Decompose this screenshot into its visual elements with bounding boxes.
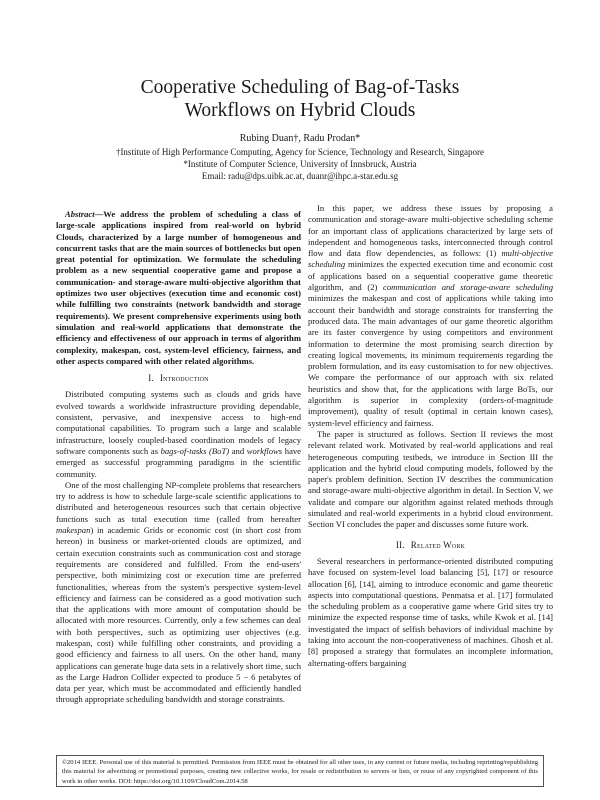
section-1-number: I. (148, 373, 154, 384)
copyright-notice: ©2014 IEEE. Personal use of this material is permitted. Permission from IEEE must be obtained for all other uses, in any current or future media, including reprinting/republishing this material for advertising or promotional purposes, creating new collective works, for resale or redistribution to servers or lists, or reuse of any copyrighted component of this work in other works. DOI: https://doi.org/10.1109/CloudCom.2014.58 (56, 755, 544, 787)
author-names: Rubing Duan†, Radu Prodan* (239, 133, 361, 144)
section-1-heading (56, 373, 301, 384)
author-email: Email: radu@dps.uibk.ac.at, duanr@ihpc.a-star.edu.sg (201, 171, 399, 181)
left-column (56, 209, 301, 706)
section-2-heading (308, 540, 553, 551)
contribution-paragraph: In this paper, we address these issues by proposing a communication and storage-aware multi-objective scheduling scheme for an important class of applications characterized by large sets of independent and homogeneous tasks, interconnected through control flow and data flow dependencies, as follows: (1) multi-objective scheduling minimizes the expected execution time and economic cost of applications based on a sequential cooperative game theoretic algorithm, and (2) communication and storage-aware scheduling minimizes the makespan and cost of applications while taking into account their bandwidth and storage constraints for transferring the produced data. The main advantages of our game theoretic algorithm are its faster convergence by using competitors and environment information to determine the most promising search direction by creating logical movements, its minimum requirements regarding the problem formulation, and its easy customisation to for new objectives. We compare the performance of our approach with six related heuristics and show that, for the applications with large BoTs, our algorithm is superior in complexity (orders-of-magnitude improvement), quality of result (optimal in certain known cases), system-level efficiency and fairness. (308, 203, 553, 428)
right-column (308, 203, 553, 669)
section-2-number: II. (395, 539, 405, 550)
paper-title (40, 76, 560, 122)
title-line-1: Cooperative Scheduling of Bag-of-Tasks (140, 77, 460, 98)
structure-paragraph: The paper is structured as follows. Section II reviews the most relevant related work. Motivated by real-world applications and real heterogeneous computing testbeds, we introduce in Section III the application and the hybrid cloud computing models, followed by the paper's problem definition. Section IV describes the communication and storage-aware multi-objective algorithm in detail. In Section V, we validate and compare our algorithm against related methods through simulated and real-world experiments in a hybrid cloud environment. Section VI concludes the paper and discusses some future work. (308, 428, 553, 530)
section-2-title: Related Work (410, 539, 466, 550)
abstract-label: Abstract (65, 209, 95, 219)
affiliation-2: *Institute of Computer Science, University of Innsbruck, Austria (183, 159, 417, 169)
related-work-paragraph: Several researchers in performance-oriented distributed computing have focused on system-level load balancing [5], [17] or resource allocation [6], [14], aiming to introduce economic and game theoretic aspects into computational questions. Penmatsa et al. [17] formulated the scheduling problem as a cooperative game where Grid sites try to minimize the expected response time of tasks, while Kwok et al. [14] investigated the impact of selfish behaviors of individual machine by taking into account the non-cooperativeness of machines. Ghosh et al. [8] proposed a strategy that formulates an incomplete information, alternating-offers bargaining (308, 555, 553, 668)
intro-paragraph-1: Distributed computing systems such as clouds and grids have evolved towards a worldwide infrastructure providing dependable, consistent, pervasive, and inexpensive access to high-end computational capabilities. To program such a large and scalable infrastructure, loosely coupled-based coordination models of legacy software components such as bags-of-tasks (BoT) and workflows have emerged as successful programming paradigms in the scientific community. (56, 389, 301, 479)
title-line-2: Workflows on Hybrid Clouds (184, 100, 416, 121)
abstract (56, 209, 301, 367)
abstract-text: —We address the problem of scheduling a class of large-scale applications inspired from real-world on hybrid Clouds, characterized by a large number of homogeneous and concurrent tasks that are the main sources of bottlenecks but open great potential for optimization. We formulate the scheduling problem as a new sequential cooperative game and propose a communication- and storage-aware multi-objective algorithm that optimizes two user objectives (execution time and economic cost) while fulfilling two constraints (network bandwidth and storage requirements). We present comprehensive experiments using both simulation and real-world applications that demonstrate the efficiency and effectiveness of our approach in terms of algorithm complexity, makespan, cost, system-level efficiency, fairness, and other aspects compared with other related algorithms. (56, 209, 301, 366)
affiliation-1: †Institute of High Performance Computing, Agency for Science, Technology and Research, Singapore (115, 147, 485, 157)
section-1-title: Introduction (159, 373, 209, 384)
intro-paragraph-2: One of the most challenging NP-complete problems that researchers try to address is how to schedule large-scale scientific applications to distributed and heterogeneous resources such that certain objective functions such as total execution time (called from hereafter makespan) in academic Grids or economic cost (in short cost from hereon) in business or market-oriented clouds are optimized, and certain execution constraints such as communication cost and storage requirements are considered and fulfilled. From the end-users' perspective, both minimizing cost or execution time are preferred functionalities, whereas from the system's perspective system-level efficiency and fairness can be considered as a good motivation such that the applications with more amount of computation should be allocated with more resources. Currently, only a few schemes can deal with both perspectives, such as optimizing user objectives (e.g. makespan, cost) while fulfilling other constraints, and providing a good efficiency and fairness to all users. On the other hand, many applications can generate huge data sets in a relatively short time, such as the Large Hadron Collider expected to produce 5 − 6 petabytes of data per year, which must be accommodated and efficiently handled through appropriate scheduling bandwidth and storage constraints. (56, 479, 302, 705)
author-block (40, 133, 560, 182)
